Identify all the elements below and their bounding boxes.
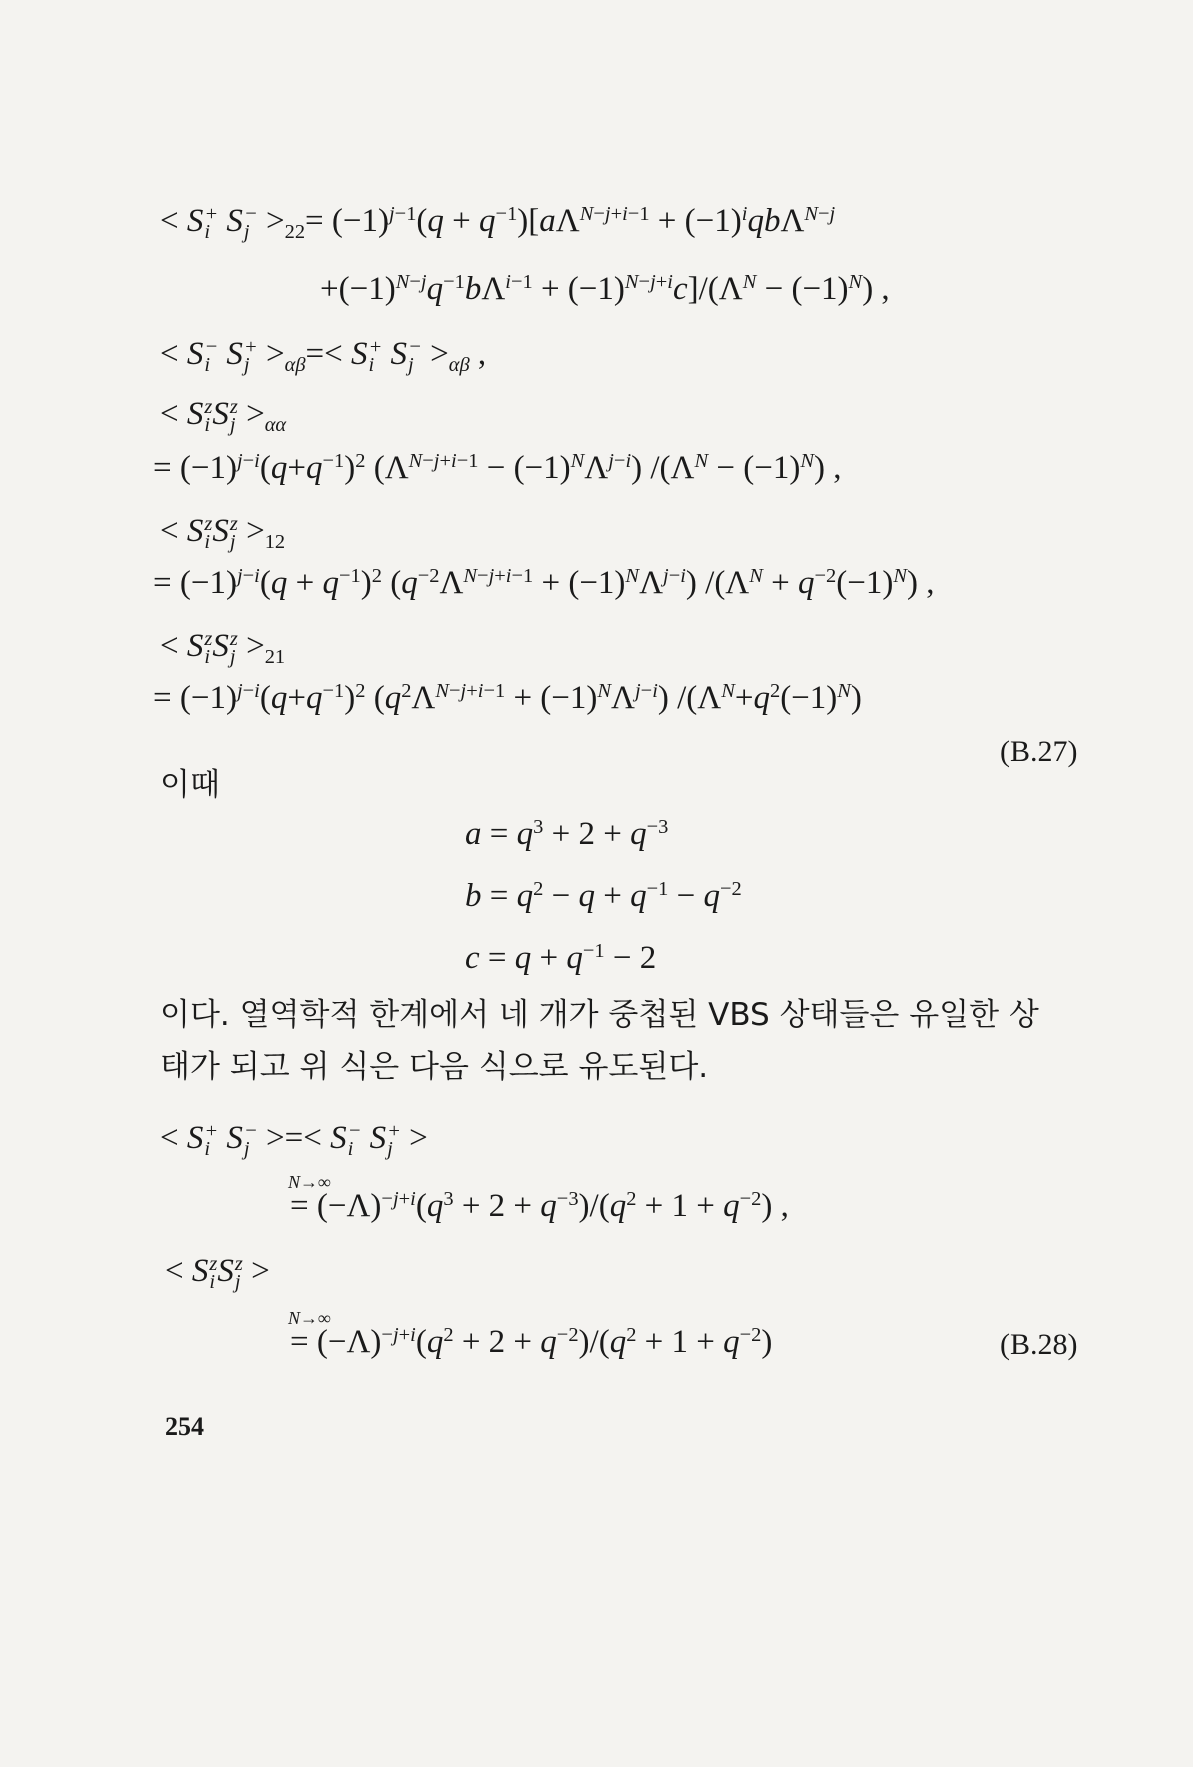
equation-line-1: < S + i S − j $>_{22}= (-1)^{j-1}(q + q^{-1})[a\Lambda^{N-j+i-1} + (-1)^iqb\Lambda^{N-j}$ — [160, 202, 836, 244]
equation-line-4: < S z i S z j $>_{\alpha\alpha}$ — [160, 396, 287, 437]
final-equation-2: = N→∞ $(-\Lambda)^{-j+i}(q^3 + 2 + q^{-3})/(q^2 + 1 + q^{-2})$ , — [288, 1172, 789, 1224]
text-itte: 이때 — [160, 767, 220, 803]
equation-line-7: = $(-1)^{j-i}(q + q^{-1})^2$ $(q^{-2}\Lambda^{N-j+i-1} + (-1)^N\Lambda^{j-i}) /(\Lambda^N + q^{-2}(-1)^N)$ , — [153, 564, 935, 601]
final-equation-3: < S z i S z j > — [165, 1253, 270, 1294]
equation-line-6: < S z i S z j $>_{12}$ — [160, 513, 286, 554]
equation-line-9: = $(-1)^{j-i}(q+q^{-1})^2$ $(q^2\Lambda^{N-j+i-1} + (-1)^N\Lambda^{j-i})$ $/(\Lambda^N+q^2(-1)^N)$ — [153, 679, 862, 716]
equation-number-b28: (B.28) — [1000, 1328, 1078, 1361]
equation-number-b27: (B.27) — [1000, 735, 1078, 768]
equation-line-5: = $(-1)^{j-i}(q+q^{-1})^2$ $(\Lambda^{N-j+i-1} - (-1)^N\Lambda^{j-i}) /(\Lambda^N - (-1)^N)$ , — [153, 449, 842, 486]
paragraph-line-2: 태가 되고 위 식은 다음 식으로 유도된다. — [160, 1049, 709, 1085]
definition-a: $a = q^3 + 2 + q^{-3}$ — [465, 815, 669, 852]
equation-line-3: < S − i S + j $>_{\alpha\beta}=< S$ + i S − j $>_{\alpha\beta}$ , — [160, 336, 487, 377]
definition-b: $b = q^2 - q + q^{-1} - q^{-2}$ — [465, 877, 742, 914]
paragraph-line-1: 이다. 열역학적 한계에서 네 개가 중첩된 VBS 상태들은 유일한 상 — [160, 997, 1039, 1033]
page-number: 254 — [165, 1412, 204, 1441]
final-equation-1: < S + i S − j >=< S − i S + j > — [160, 1120, 428, 1161]
equation-line-8: < S z i S z j $>_{21}$ — [160, 628, 286, 669]
definition-c: $c = q + q^{-1} - 2$ — [465, 939, 657, 976]
equation-line-2: $+(-1)^{N-j}q^{-1}b\Lambda^{i-1} + (-1)^{N-j+i}c]/(\Lambda^N - (-1)^N)$ , — [320, 270, 890, 307]
final-equation-4: = N→∞ $(-\Lambda)^{-j+i}(q^2 + 2 + q^{-2})/(q^2 + 1 + q^{-2})$ — [288, 1308, 773, 1360]
